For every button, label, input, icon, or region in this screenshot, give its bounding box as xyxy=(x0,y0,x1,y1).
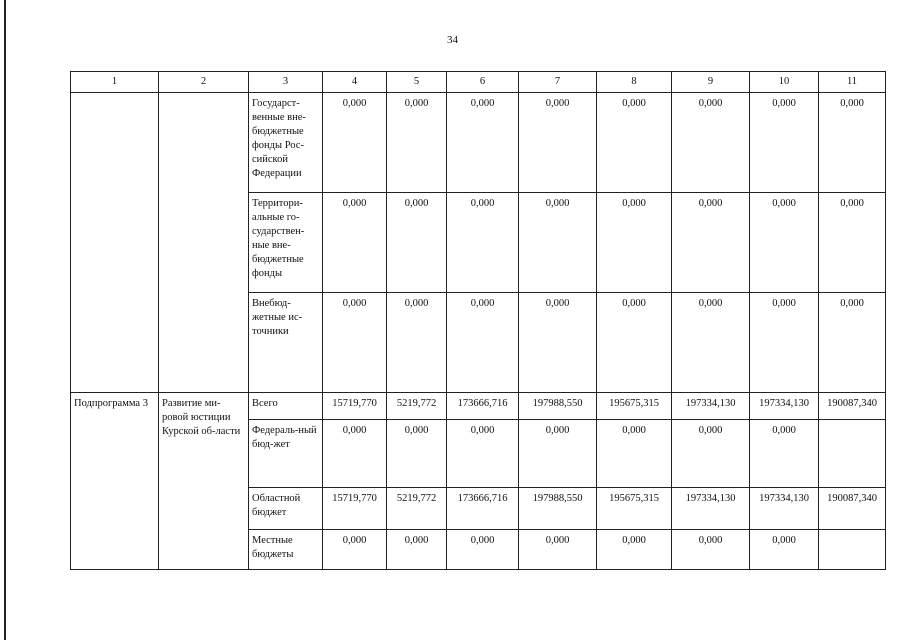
value-cell: 197334,130 xyxy=(672,488,750,530)
funding-source-cell: Федераль-ный бюд-жет xyxy=(249,420,323,488)
value-cell: 0,000 xyxy=(672,93,750,193)
value-cell xyxy=(819,530,886,570)
value-cell: 0,000 xyxy=(819,93,886,193)
value-cell: 0,000 xyxy=(323,530,387,570)
value-cell: 0,000 xyxy=(387,193,447,293)
table-row xyxy=(71,93,886,193)
value-cell: 0,000 xyxy=(519,293,597,393)
value-cell: 0,000 xyxy=(387,93,447,193)
value-cell: 0,000 xyxy=(447,93,519,193)
value-cell: 190087,340 xyxy=(819,393,886,420)
value-cell: 197988,550 xyxy=(519,488,597,530)
subprogram-title-cell: Развитие ми-ровой юстиции Курской об-ласти xyxy=(159,393,249,570)
budget-table xyxy=(70,71,886,570)
value-cell: 0,000 xyxy=(750,193,819,293)
value-cell: 5219,772 xyxy=(387,488,447,530)
header-cell: 2 xyxy=(159,72,249,93)
value-cell: 5219,772 xyxy=(387,393,447,420)
value-cell: 0,000 xyxy=(597,193,672,293)
value-cell: 0,000 xyxy=(597,93,672,193)
header-cell: 4 xyxy=(323,72,387,93)
page-left-edge-line xyxy=(4,0,6,640)
continuation-col1-cell xyxy=(71,93,159,393)
header-cell: 1 xyxy=(71,72,159,93)
funding-source-cell: Областной бюджет xyxy=(249,488,323,530)
value-cell: 0,000 xyxy=(672,293,750,393)
value-cell: 0,000 xyxy=(447,530,519,570)
funding-source-cell: Внебюд-жетные ис-точники xyxy=(249,293,323,393)
value-cell: 0,000 xyxy=(672,420,750,488)
header-cell: 11 xyxy=(819,72,886,93)
value-cell: 0,000 xyxy=(387,530,447,570)
value-cell: 195675,315 xyxy=(597,488,672,530)
header-cell: 7 xyxy=(519,72,597,93)
value-cell: 0,000 xyxy=(672,530,750,570)
funding-source-cell: Местные бюджеты xyxy=(249,530,323,570)
value-cell: 190087,340 xyxy=(819,488,886,530)
value-cell: 0,000 xyxy=(447,293,519,393)
value-cell: 0,000 xyxy=(519,193,597,293)
value-cell: 0,000 xyxy=(750,530,819,570)
value-cell: 173666,716 xyxy=(447,393,519,420)
value-cell: 0,000 xyxy=(519,530,597,570)
value-cell: 0,000 xyxy=(323,93,387,193)
value-cell: 0,000 xyxy=(519,420,597,488)
value-cell: 0,000 xyxy=(750,93,819,193)
value-cell: 0,000 xyxy=(750,420,819,488)
value-cell: 197988,550 xyxy=(519,393,597,420)
table-row xyxy=(71,393,886,420)
header-cell: 6 xyxy=(447,72,519,93)
value-cell: 197334,130 xyxy=(750,393,819,420)
value-cell: 0,000 xyxy=(597,293,672,393)
value-cell: 0,000 xyxy=(597,530,672,570)
value-cell: 173666,716 xyxy=(447,488,519,530)
value-cell: 0,000 xyxy=(819,193,886,293)
value-cell: 0,000 xyxy=(323,193,387,293)
value-cell: 0,000 xyxy=(323,293,387,393)
value-cell: 0,000 xyxy=(447,420,519,488)
funding-source-cell: Всего xyxy=(249,393,323,420)
funding-source-cell: Территори-альные го-сударствен-ные вне-бюджетные фонды xyxy=(249,193,323,293)
value-cell: 0,000 xyxy=(819,293,886,393)
value-cell: 0,000 xyxy=(387,420,447,488)
value-cell: 197334,130 xyxy=(672,393,750,420)
value-cell xyxy=(819,420,886,488)
value-cell: 15719,770 xyxy=(323,393,387,420)
header-cell: 5 xyxy=(387,72,447,93)
value-cell: 0,000 xyxy=(750,293,819,393)
value-cell: 195675,315 xyxy=(597,393,672,420)
value-cell: 0,000 xyxy=(597,420,672,488)
header-cell: 9 xyxy=(672,72,750,93)
value-cell: 0,000 xyxy=(519,93,597,193)
header-cell: 8 xyxy=(597,72,672,93)
header-row xyxy=(71,72,886,93)
value-cell: 0,000 xyxy=(387,293,447,393)
page-number: 34 xyxy=(447,34,458,46)
value-cell: 0,000 xyxy=(672,193,750,293)
header-cell: 10 xyxy=(750,72,819,93)
continuation-col2-cell xyxy=(159,93,249,393)
subprogram-name-cell: Подпрограмма 3 xyxy=(71,393,159,570)
value-cell: 0,000 xyxy=(447,193,519,293)
funding-source-cell: Государст-венные вне-бюджетные фонды Рос-сийской Федерации xyxy=(249,93,323,193)
header-cell: 3 xyxy=(249,72,323,93)
value-cell: 197334,130 xyxy=(750,488,819,530)
value-cell: 0,000 xyxy=(323,420,387,488)
value-cell: 15719,770 xyxy=(323,488,387,530)
